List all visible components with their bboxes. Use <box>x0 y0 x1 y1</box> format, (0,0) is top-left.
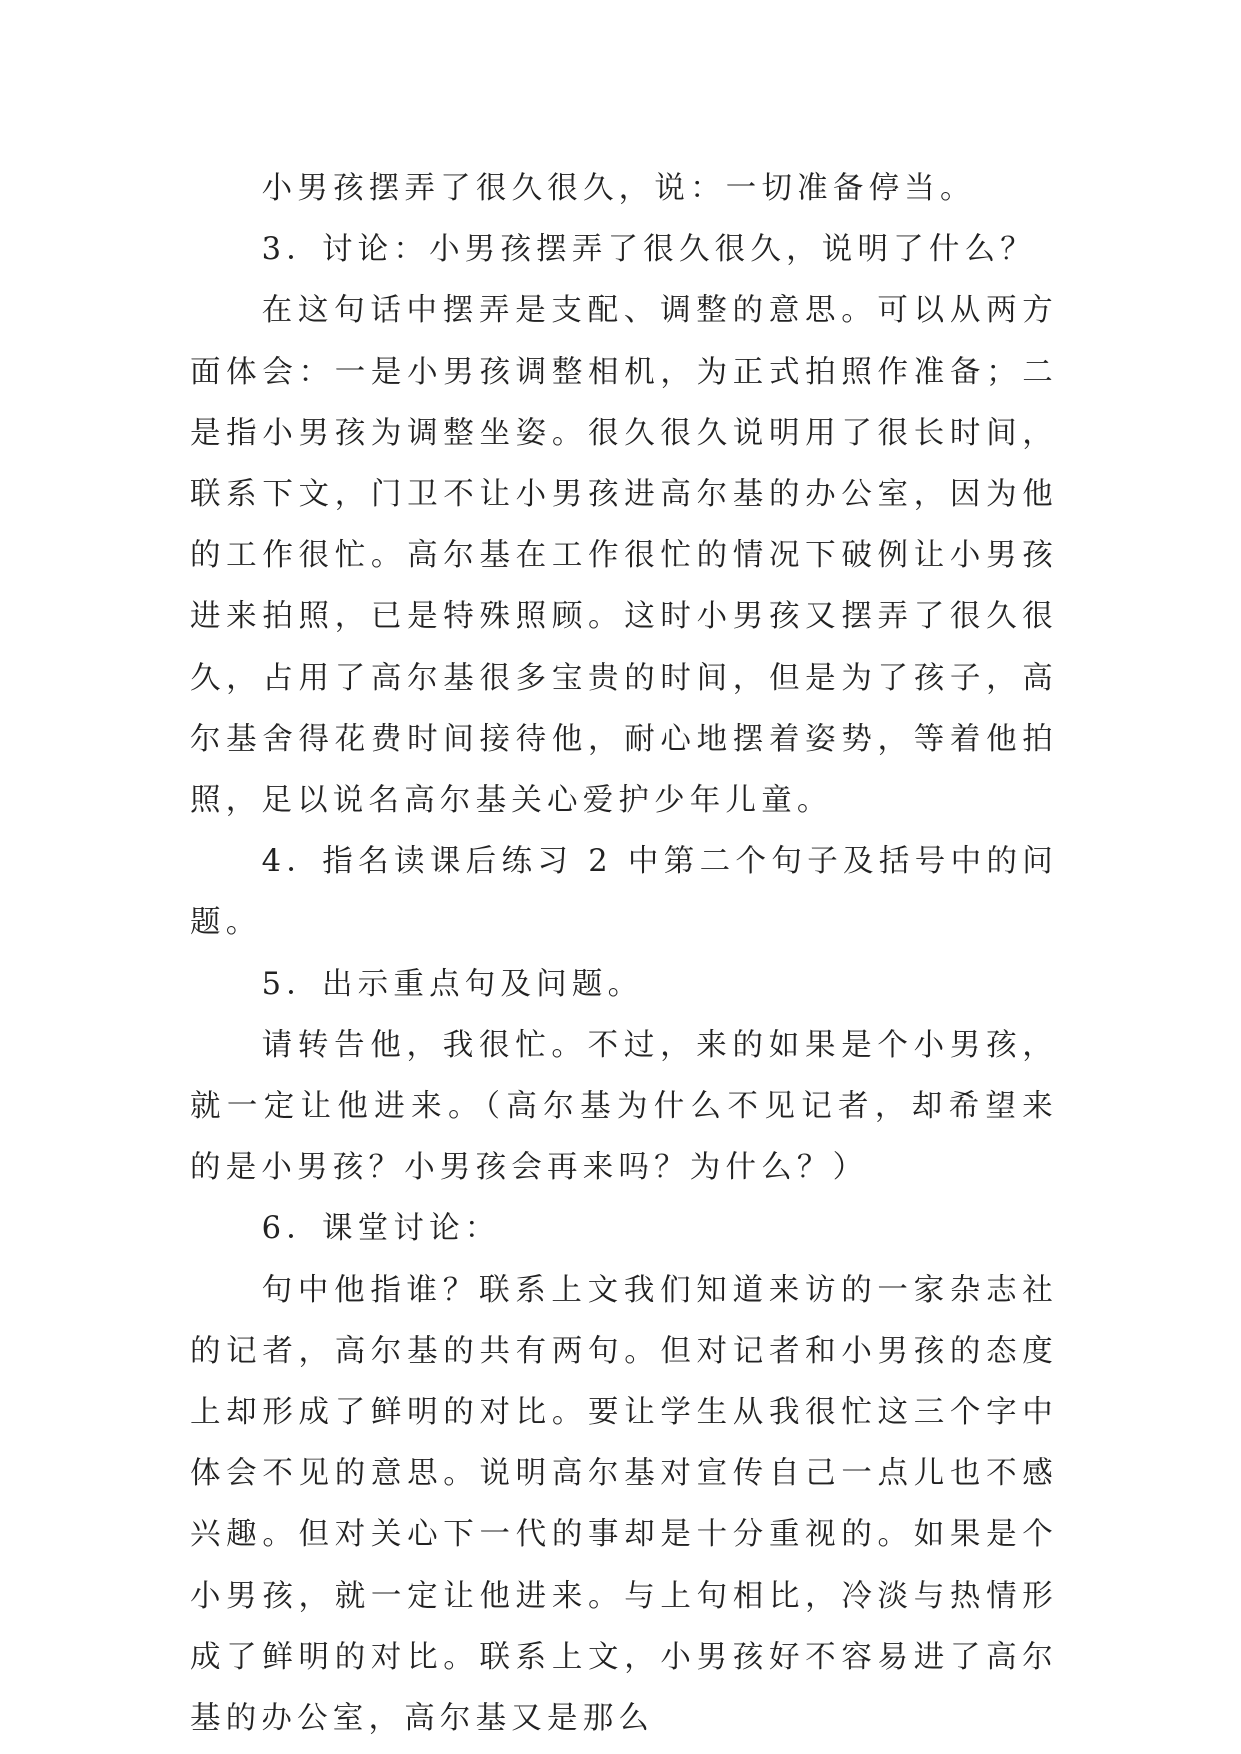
paragraph-8: 句中他指谁？联系上文我们知道来访的一家杂志社的记者，高尔基的共有两句。但对记者和小男孩的态度上却形成了鲜明的对比。要让学生从我很忙这三个字中体会不见的意思。说明高尔基对宣传自己一点儿也不感兴趣。但对关心下一代的事却是十分重视的。如果是个小男孩，就一定让他进来。与上句相比，冷淡与热情形成了鲜明的对比。联系上文，小男孩好不容易进了高尔基的办公室，高尔基又是那么 <box>190 1272 1058 1737</box>
paragraph-5: 5．出示重点句及问题。 <box>261 966 644 1002</box>
document-body <box>190 158 1058 1749</box>
paragraph-3: 在这句话中摆弄是支配、调整的意思。可以从两方面体会：一是小男孩调整相机，为正式拍照作准备；二是指小男孩为调整坐姿。很久很久说明用了很长时间，联系下文，门卫不让小男孩进高尔基的办公室，因为他的工作很忙。高尔基在工作很忙的情况下破例让小男孩进来拍照，已是特殊照顾。这时小男孩又摆弄了很久很久，占用了高尔基很多宝贵的时间，但是为了孩子，高尔基舍得花费时间接待他，耐心地摆着姿势，等着他拍照，足以说名高尔基关心爱护少年儿童。 <box>190 293 1058 819</box>
paragraph-6: 请转告他，我很忙。不过，来的如果是个小男孩，就一定让他进来。（高尔基为什么不见记者，却希望来的是小男孩？小男孩会再来吗？为什么？） <box>190 1027 1058 1186</box>
paragraph-4: 4．指名读课后练习 2 中第二个句子及括号中的问题。 <box>190 844 1058 941</box>
paragraph-7: 6．课堂讨论： <box>261 1211 501 1247</box>
paragraph-1: 小男孩摆弄了很久很久，说：一切准备停当。 <box>261 171 976 206</box>
paragraph-2: 3．讨论：小男孩摆弄了很久很久，说明了什么？ <box>261 232 1036 268</box>
